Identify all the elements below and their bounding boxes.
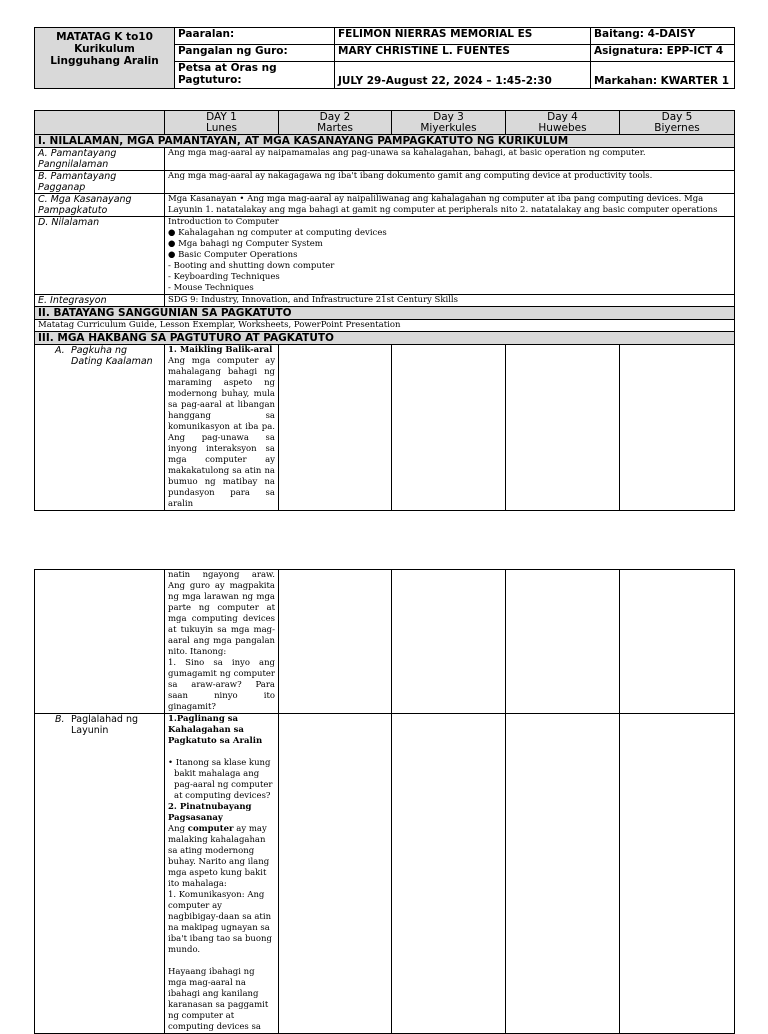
empty-cell <box>620 570 735 714</box>
day-header: Day 5 Biyernes <box>620 111 735 135</box>
document-title: MATATAG K to10 Kurikulum Lingguhang Aralin <box>35 28 175 89</box>
day-header: Day 3 Miyerkules <box>392 111 506 135</box>
day-header: Day 4 Huwebes <box>506 111 620 135</box>
table-row <box>35 320 735 332</box>
teacher-value: MARY CHRISTINE L. FUENTES <box>335 45 591 62</box>
empty-cell <box>506 570 620 714</box>
quarter-info: Markahan: KWARTER 1 <box>591 62 735 89</box>
row-content: SDG 9: Industry, Innovation, and Infrastructure 21st Century Skills <box>165 295 735 307</box>
day-header-row <box>35 111 735 135</box>
step-content <box>165 570 279 714</box>
day-header: DAY 1 Lunes <box>165 111 279 135</box>
table-row <box>35 217 735 295</box>
school-value: FELIMON NIERRAS MEMORIAL ES <box>335 28 591 45</box>
content-line: ● Mga bahagi ng Computer System <box>168 239 323 249</box>
section-header: II. BATAYANG SANGGUNIAN SA PAGKATUTO <box>35 307 735 320</box>
step-row <box>35 570 735 714</box>
section-header: I. NILALAMAN, MGA PAMANTAYAN, AT MGA KASANAYANG PAMPAGKATUTO NG KURIKULUM <box>35 135 735 148</box>
content-line: - Mouse Techniques <box>168 283 254 293</box>
step-question: 1. Sino sa inyo ang gumagamit ng computer sa araw-araw? Para saan ninyo ito ginagamit? <box>168 658 275 712</box>
corner-cell <box>35 111 165 135</box>
step-heading: 2. Pinatnubayang Pagsasanay <box>168 802 252 823</box>
row-label: C. Mga Kasanayang Pampagkatuto <box>35 194 165 217</box>
content-line: ● Kahalagahan ng computer at computing devices <box>168 228 387 238</box>
content-line: - Booting and shutting down computer <box>168 261 335 271</box>
step-text: Ang mga computer ay mahalagang bahagi ng maraming aspeto ng modernong buhay, mula sa pag-aaral at libangan hanggang sa komunikasyon at iba pa. Ang pag-unawa sa inyong interaksyon sa mga computer ay makakatulong sa atin na bumuo ng matibay na pundasyon para sa aralin <box>168 356 275 509</box>
row-label: D. Nilalaman <box>35 217 165 295</box>
teacher-label: Pangalan ng Guro: <box>175 45 335 62</box>
table-row <box>35 171 735 194</box>
empty-cell <box>506 714 620 1034</box>
day-header: Day 2 Martes <box>279 111 392 135</box>
date-label: Petsa at Oras ng Pagtuturo: <box>175 62 335 89</box>
empty-cell <box>392 345 506 511</box>
section-header: III. MGA HAKBANG SA PAGTUTURO AT PAGKATUTO <box>35 332 735 345</box>
row-label: B. Pamantayang Pagganap <box>35 171 165 194</box>
row-content: Ang mga mag-aaral ay naipamamalas ang pag-unawa sa kahalagahan, bahagi, at basic operation ng computer. <box>165 148 735 171</box>
step-heading: 1. Maikling Balik-aral <box>168 345 273 355</box>
school-label: Paaralan: <box>175 28 335 45</box>
empty-cell <box>506 345 620 511</box>
row-content <box>165 217 735 295</box>
content-line: - Keyboarding Techniques <box>168 272 280 282</box>
table-row <box>35 295 735 307</box>
step-label: A. Pagkuha ng Dating Kaalaman <box>35 345 165 511</box>
empty-cell <box>392 714 506 1034</box>
table-row <box>35 194 735 217</box>
empty-cell <box>279 345 392 511</box>
step-heading: 1.Paglinang sa Kahalagahan sa Pagkatuto sa Aralin <box>168 714 263 746</box>
step-bullet: • Itanong sa klase kung bakit mahalaga ang pag-aaral ng computer at computing devices? <box>168 758 273 801</box>
grade-info: Baitang: 4-DAISY <box>591 28 735 45</box>
lesson-plan-table <box>34 110 735 511</box>
step-text: Ang computer ay may malaking kahalagahan sa ating modernong buhay. Narito ang ilang mga aspeto kung bakit ito mahalaga: <box>168 824 270 889</box>
date-value: JULY 29-August 22, 2024 – 1:45-2:30 <box>335 62 591 89</box>
empty-cell <box>279 714 392 1034</box>
lesson-plan-table-continued <box>34 569 735 1034</box>
step-text: natin ngayong araw. Ang guro ay magpakita ng mga larawan ng mga parte ng computer at mga computing devices at tukuyin sa mga mag-aaral ang mga pangalan nito. Itanong: <box>168 570 275 657</box>
step-content <box>165 345 279 511</box>
empty-cell <box>392 570 506 714</box>
empty-cell <box>620 714 735 1034</box>
content-line: Introduction to Computer <box>168 217 279 227</box>
step-content <box>165 714 279 1034</box>
empty-cell <box>620 345 735 511</box>
step-item: 1. Komunikasyon: Ang computer ay nagbibigay-daan sa atin na makipag ugnayan sa iba't ibang tao sa buong mundo. <box>168 890 272 955</box>
row-content: Ang mga mag-aaral ay nakagagawa ng iba't ibang dokumento gamit ang computing device at productivity tools. <box>165 171 735 194</box>
empty-cell <box>279 570 392 714</box>
row-label: E. Integrasyon <box>35 295 165 307</box>
step-row <box>35 714 735 1034</box>
step-text: Hayaang ibahagi ng mga mag-aaral na ibahagi ang kanilang karanasan sa paggamit ng computer at computing devices sa <box>168 967 269 1032</box>
lesson-header-table <box>34 27 735 89</box>
references-content: Matatag Curriculum Guide, Lesson Exemplar, Worksheets, PowerPoint Presentation <box>35 320 735 332</box>
row-label: A. Pamantayang Pangnilalaman <box>35 148 165 171</box>
step-label: B. Paglalahad ng Layunin <box>35 714 165 1034</box>
table-row <box>35 148 735 171</box>
empty-cell <box>35 570 165 714</box>
step-row <box>35 345 735 511</box>
subject-info: Asignatura: EPP-ICT 4 <box>591 45 735 62</box>
row-content: Mga Kasanayan • Ang mga mag-aaral ay naipaliliwanag ang kahalagahan ng computer at iba pang computing devices. Mga Layunin 1. natatalakay ang mga bahagi at gamit ng computer at peripherals nito 2. natatalakay ang basic computer operations <box>165 194 735 217</box>
content-line: ● Basic Computer Operations <box>168 250 298 260</box>
